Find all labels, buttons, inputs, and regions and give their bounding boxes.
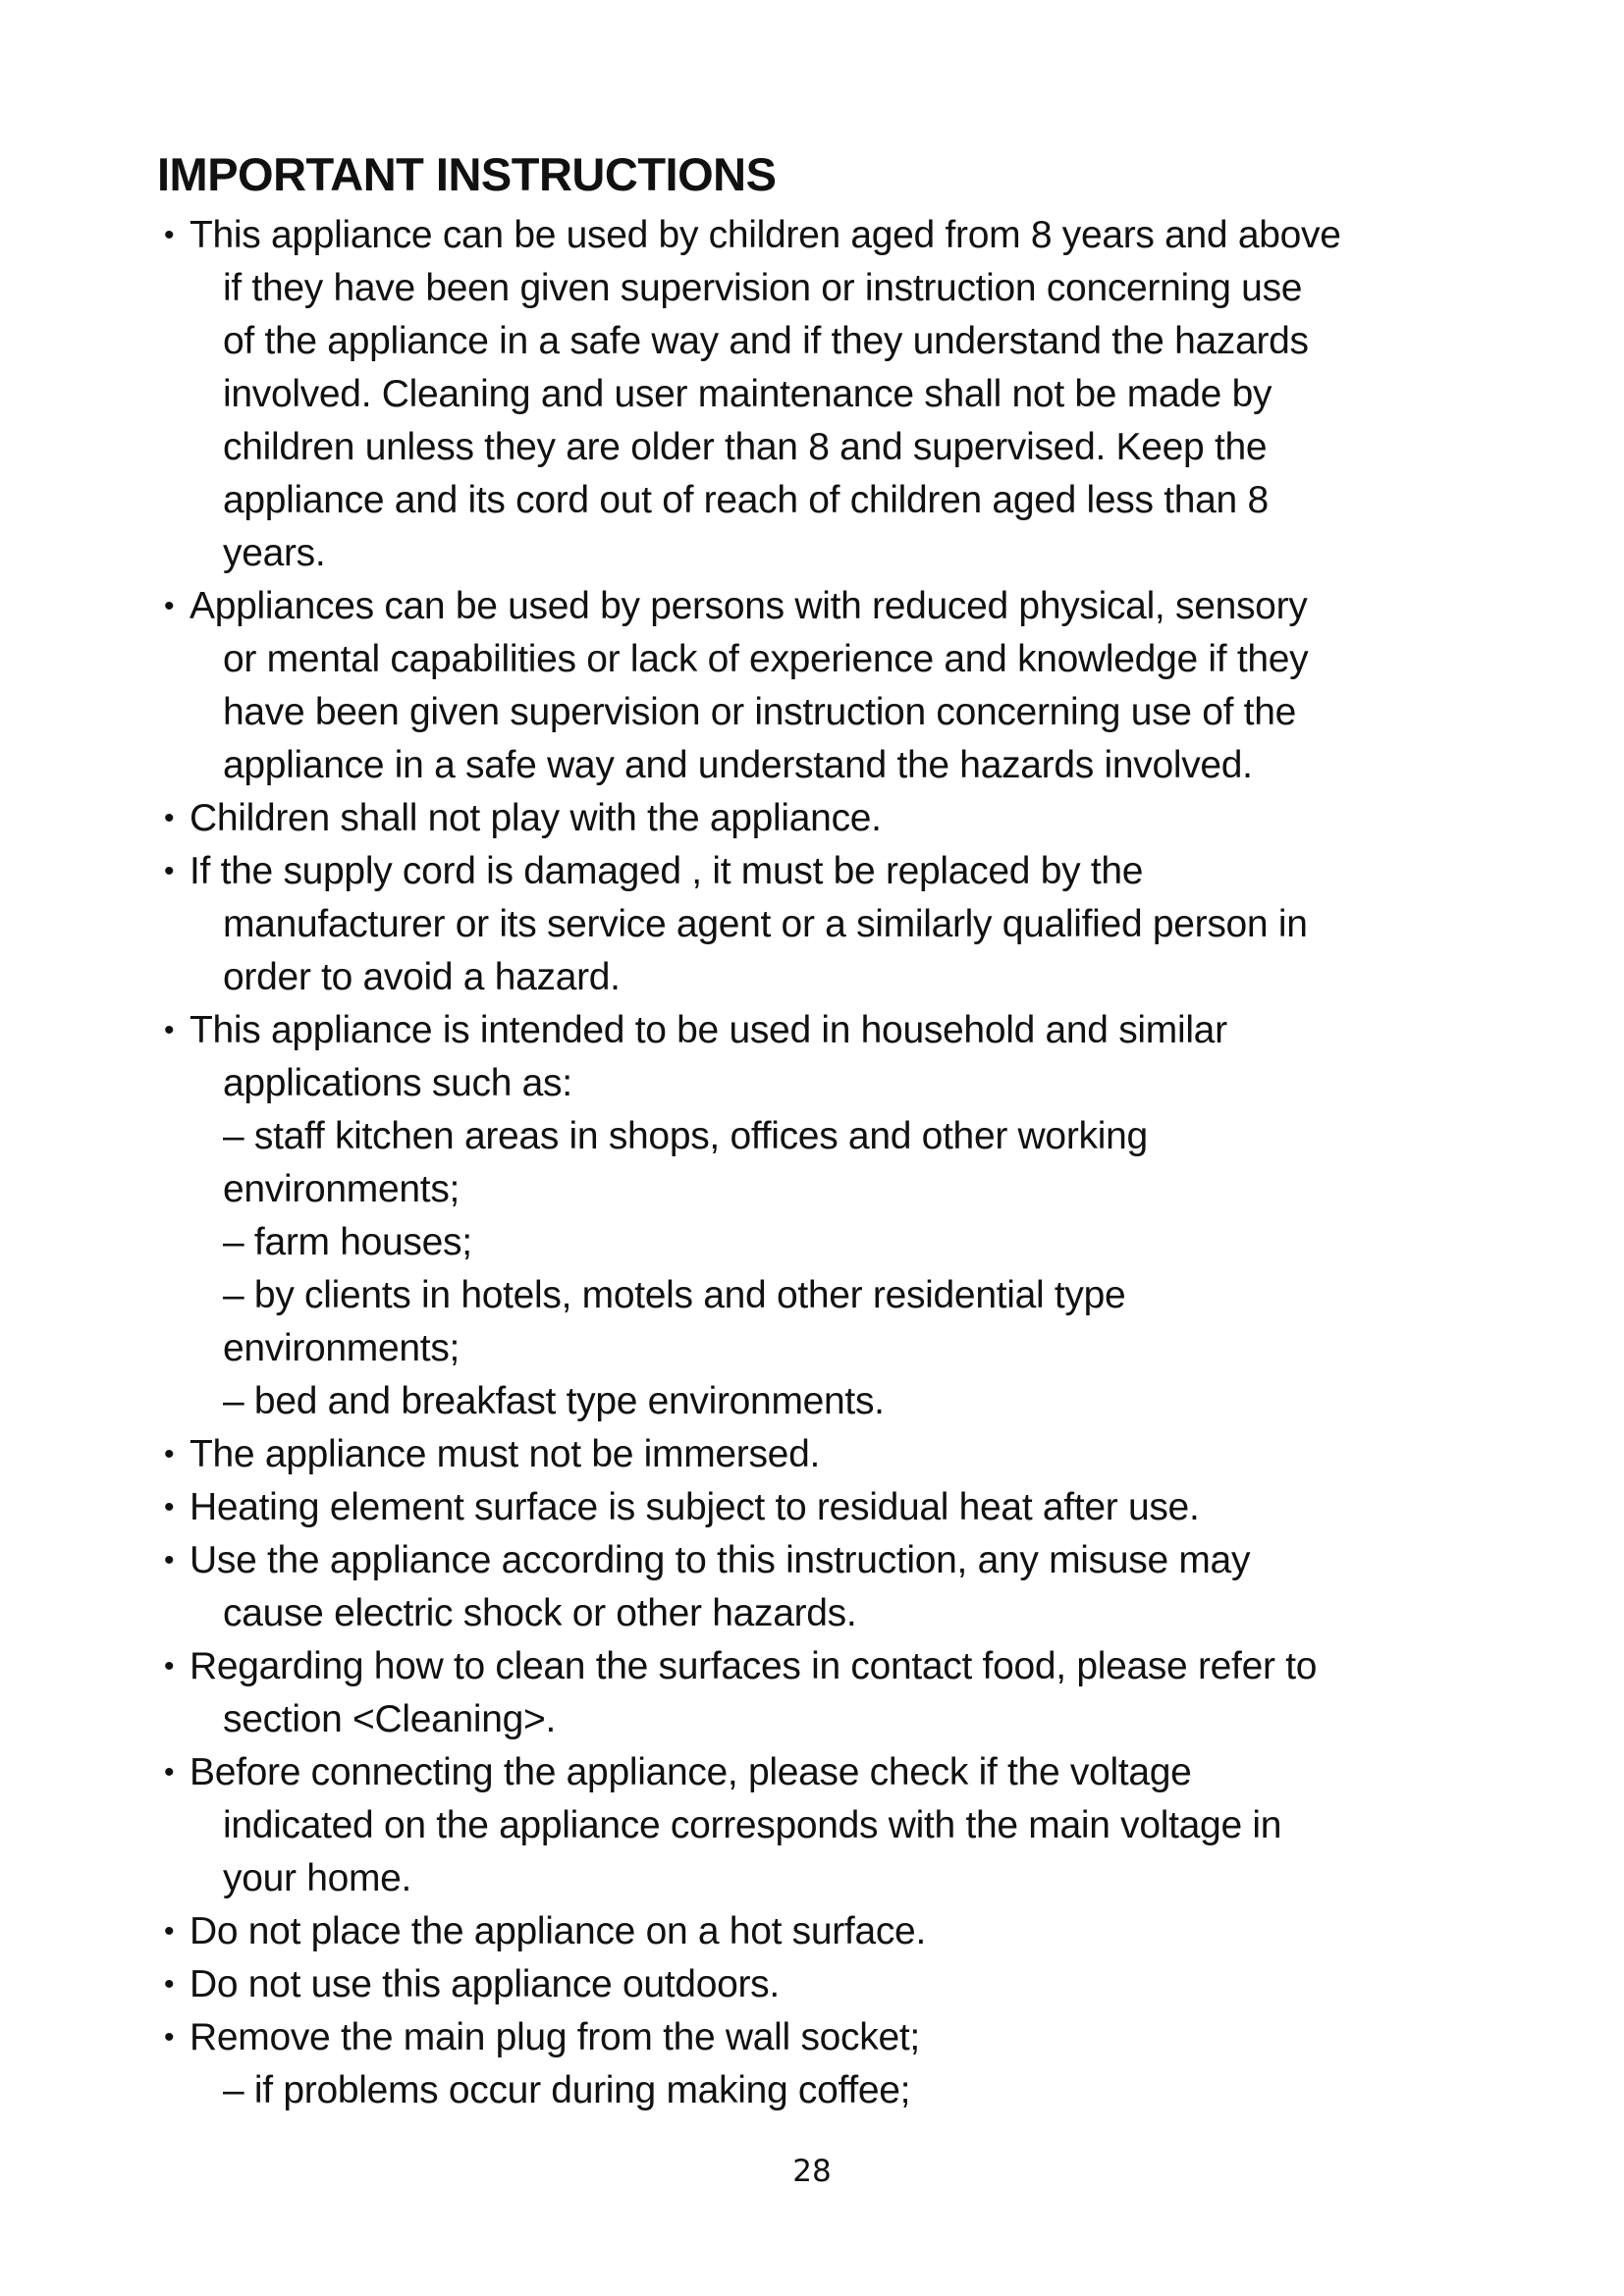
instruction-text	[189, 580, 1492, 792]
instruction-lead-line: If the supply cord is damaged , it must be replaced by the	[189, 850, 1144, 892]
instruction-text	[189, 1004, 1492, 1428]
instruction-item	[157, 1746, 1492, 1905]
bullet-glyph: •	[164, 1968, 175, 2001]
instruction-continuation-line: applications such as:	[223, 1062, 572, 1104]
instruction-continuation-line: or mental capabilities or lack of experience and knowledge if they	[223, 638, 1309, 680]
bullet-glyph: •	[164, 1650, 175, 1682]
instruction-text	[189, 1958, 1492, 2011]
instruction-continuation-line: manufacturer or its service agent or a similarly qualified person in	[223, 903, 1308, 945]
bullet-glyph: •	[164, 1915, 175, 1948]
instruction-item	[157, 580, 1492, 792]
instruction-continuation-line: – by clients in hotels, motels and other residential type	[223, 1274, 1126, 1316]
instruction-item	[157, 1004, 1492, 1428]
instruction-text	[189, 1534, 1492, 1640]
bullet-glyph: •	[164, 1014, 175, 1046]
instruction-text	[189, 1905, 1492, 1958]
instruction-continuation-line: have been given supervision or instruction concerning use of the	[223, 691, 1296, 733]
instruction-continuation-line: – farm houses;	[223, 1221, 472, 1263]
instruction-text	[189, 1481, 1492, 1534]
instruction-text	[189, 1428, 1492, 1481]
instruction-continuation-line: involved. Cleaning and user maintenance shall not be made by	[223, 373, 1272, 415]
instruction-lead-line: This appliance is intended to be used in household and similar	[189, 1009, 1227, 1051]
instruction-text	[189, 792, 1492, 845]
bullet-glyph: •	[164, 590, 175, 622]
instruction-continuation-line: – bed and breakfast type environments.	[223, 1380, 885, 1422]
instruction-lead-line: Regarding how to clean the surfaces in contact food, please refer to	[189, 1645, 1318, 1687]
instruction-text	[189, 1746, 1492, 1905]
instruction-lead-line: Before connecting the appliance, please check if the voltage	[189, 1751, 1192, 1793]
instruction-continuation-line: appliance and its cord out of reach of children aged less than 8	[223, 479, 1269, 521]
instruction-continuation-line: appliance in a safe way and understand the hazards involved.	[223, 744, 1253, 786]
page-title: IMPORTANT INSTRUCTIONS	[157, 148, 777, 200]
instruction-continuation-line: cause electric shock or other hazards.	[223, 1592, 857, 1634]
bullet-glyph: •	[164, 1438, 175, 1470]
instruction-lead-line: Do not place the appliance on a hot surface.	[189, 1910, 926, 1952]
bullet-glyph: •	[164, 802, 175, 834]
instruction-item	[157, 1958, 1492, 2011]
instruction-continuation-line: if they have been given supervision or instruction concerning use	[223, 267, 1303, 309]
instruction-continuation-line: environments;	[223, 1327, 460, 1369]
instruction-continuation-line: children unless they are older than 8 and supervised. Keep the	[223, 426, 1268, 468]
instruction-lead-line: Use the appliance according to this instruction, any misuse may	[189, 1539, 1251, 1581]
instruction-item	[157, 845, 1492, 1004]
bullet-glyph: •	[164, 1756, 175, 1789]
instruction-list	[157, 209, 1492, 2117]
instruction-item	[157, 1640, 1492, 1746]
bullet-glyph: •	[164, 219, 175, 251]
instruction-item	[157, 1481, 1492, 1534]
instruction-text	[189, 2011, 1492, 2117]
instruction-lead-line: This appliance can be used by children aged from 8 years and above	[189, 214, 1341, 256]
instruction-item	[157, 2011, 1492, 2117]
instruction-continuation-line: section <Cleaning>.	[223, 1698, 557, 1740]
bullet-glyph: •	[164, 1491, 175, 1523]
instruction-continuation-line: – if problems occur during making coffee;	[223, 2069, 911, 2111]
instruction-item	[157, 1534, 1492, 1640]
instruction-item	[157, 792, 1492, 845]
bullet-glyph: •	[164, 855, 175, 887]
instruction-lead-line: Heating element surface is subject to residual heat after use.	[189, 1486, 1200, 1528]
instruction-text	[189, 209, 1492, 580]
instruction-text	[189, 845, 1492, 1004]
instruction-continuation-line: environments;	[223, 1168, 460, 1210]
instruction-item	[157, 209, 1492, 580]
instruction-item	[157, 1428, 1492, 1481]
instruction-lead-line: The appliance must not be immersed.	[189, 1433, 820, 1475]
instruction-text	[189, 1640, 1492, 1746]
instruction-continuation-line: – staff kitchen areas in shops, offices and other working	[223, 1115, 1148, 1157]
instruction-continuation-line: years.	[223, 532, 326, 574]
instruction-lead-line: Do not use this appliance outdoors.	[189, 1963, 780, 2005]
bullet-glyph: •	[164, 1544, 175, 1576]
instruction-lead-line: Remove the main plug from the wall socket;	[189, 2016, 920, 2058]
instruction-lead-line: Children shall not play with the appliance.	[189, 797, 882, 839]
instruction-item	[157, 1905, 1492, 1958]
instruction-continuation-line: order to avoid a hazard.	[223, 956, 621, 998]
page-number: 28	[792, 2154, 832, 2189]
bullet-glyph: •	[164, 2021, 175, 2054]
instruction-continuation-line: of the appliance in a safe way and if they understand the hazards	[223, 320, 1309, 362]
instruction-continuation-line: your home.	[223, 1857, 412, 1899]
instruction-continuation-line: indicated on the appliance corresponds with the main voltage in	[223, 1804, 1282, 1846]
instruction-lead-line: Appliances can be used by persons with reduced physical, sensory	[189, 585, 1308, 627]
